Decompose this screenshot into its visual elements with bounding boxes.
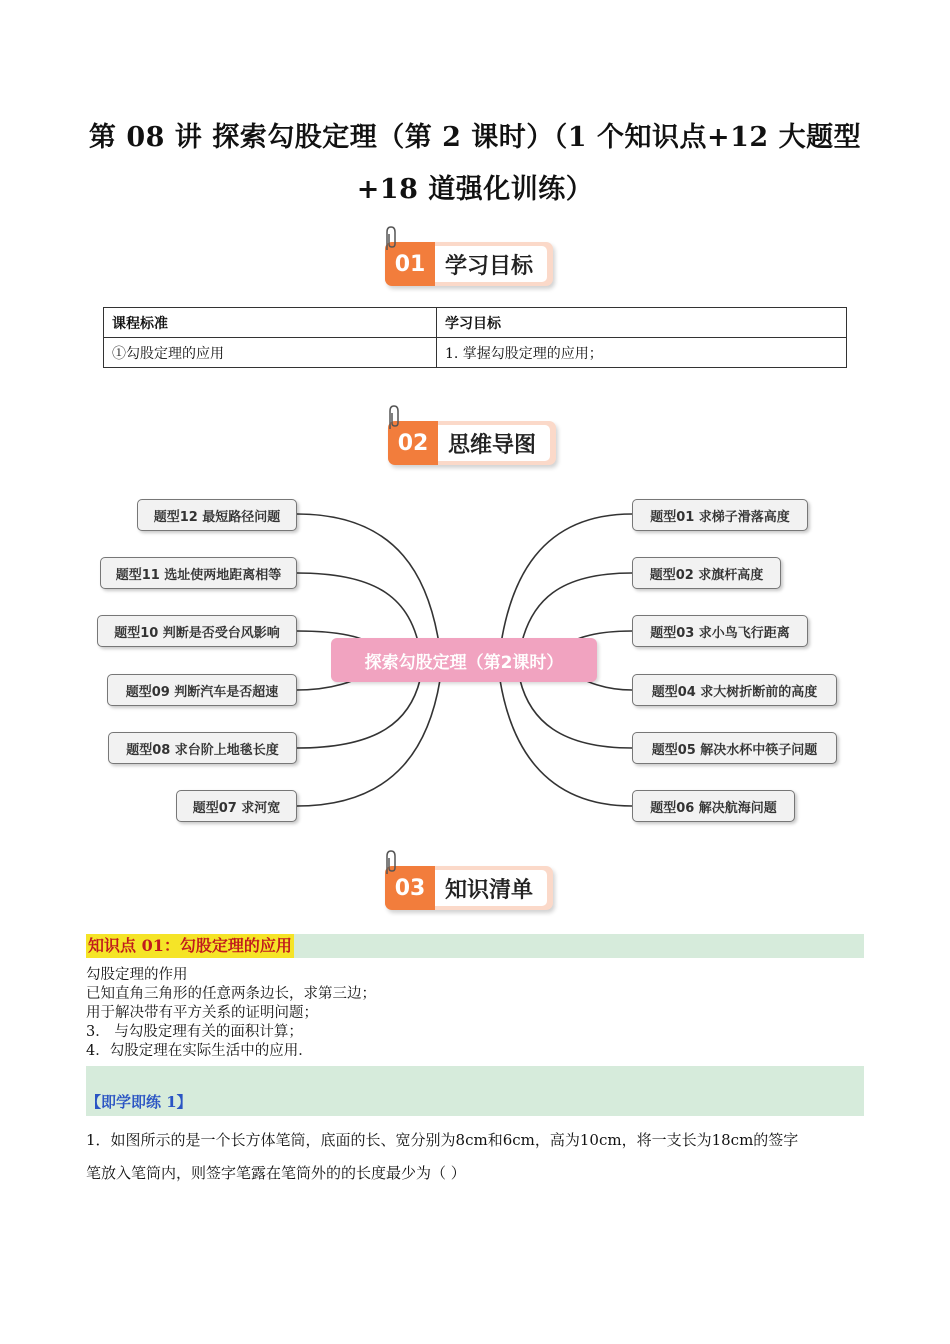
knowledge-line: 用于解决带有平方关系的证明问题； — [86, 1005, 318, 1021]
knowledge-line: 已知直角三角形的任意两条边长，求第三边； — [86, 986, 376, 1002]
section-badge-goals — [385, 242, 553, 286]
mind-map-node-right-04: 题型04 求大树折断前的高度 — [632, 674, 837, 706]
connector-right-5 — [520, 680, 632, 748]
connector-right-1 — [500, 514, 632, 650]
knowledge-point-title: 知识点 01：勾股定理的应用 — [86, 934, 294, 958]
goals-table — [103, 307, 847, 368]
connector-left-1 — [297, 514, 440, 650]
mind-map-node-right-06: 题型06 解决航海问题 — [632, 790, 795, 822]
section-number: 01 — [385, 242, 435, 286]
knowledge-line: 勾股定理的作用 — [86, 967, 188, 983]
paperclip-icon — [381, 226, 399, 252]
title-line-2: +18 道强化训练） — [356, 174, 594, 205]
mind-map-node-right-05: 题型05 解决水杯中筷子问题 — [632, 732, 837, 764]
practice-bar — [86, 1066, 864, 1116]
knowledge-line: 3． 与勾股定理有关的面积计算； — [86, 1024, 303, 1040]
practice-label: 【即学即练 1】 — [86, 1093, 192, 1111]
paperclip-icon — [381, 850, 399, 876]
mind-map-node-left-11: 题型11 选址使两地距离相等 — [100, 557, 297, 589]
knowledge-body — [86, 966, 866, 1061]
page-title — [60, 112, 890, 216]
section-badge-knowledge — [385, 866, 553, 910]
paperclip-icon — [384, 405, 402, 431]
section-number: 02 — [388, 421, 438, 465]
mind-map — [0, 490, 950, 830]
title-line-1: 第 08 讲 探索勾股定理（第 2 课时）（1 个知识点+12 大题型 — [88, 122, 862, 153]
connector-left-6 — [297, 680, 440, 806]
mind-map-node-left-12: 题型12 最短路径问题 — [137, 499, 297, 531]
mind-map-node-right-01: 题型01 求梯子滑落高度 — [632, 499, 808, 531]
table-header: 学习目标 — [437, 308, 847, 338]
mind-map-node-left-08: 题型08 求台阶上地毯长度 — [108, 732, 297, 764]
table-row — [104, 338, 847, 368]
knowledge-line: 4．勾股定理在实际生活中的应用． — [86, 1043, 313, 1059]
section-label: 知识清单 — [435, 870, 547, 906]
section-badge-mindmap — [388, 421, 556, 465]
connector-right-6 — [500, 680, 632, 806]
question-line: 笔放入笔筒内，则签字笔露在笔筒外的的长度最少为（ ） — [86, 1164, 466, 1182]
section-label: 思维导图 — [438, 425, 550, 461]
mind-map-center-node: 探索勾股定理（第2课时） — [331, 638, 597, 682]
table-header: 课程标准 — [104, 308, 437, 338]
knowledge-point-bar — [86, 934, 864, 958]
question-line: 1．如图所示的是一个长方体笔筒，底面的长、宽分别为8cm和6cm，高为10cm，将一支长为18cm的签字 — [86, 1131, 799, 1149]
table-cell: ①勾股定理的应用 — [104, 338, 437, 368]
mind-map-node-left-07: 题型07 求河宽 — [176, 790, 297, 822]
mind-map-node-left-09: 题型09 判断汽车是否超速 — [107, 674, 297, 706]
connector-left-5 — [297, 680, 420, 748]
table-header-row — [104, 308, 847, 338]
practice-question — [86, 1124, 866, 1190]
table-cell: 1. 掌握勾股定理的应用； — [437, 338, 847, 368]
section-label: 学习目标 — [435, 246, 547, 282]
mind-map-node-right-02: 题型02 求旗杆高度 — [632, 557, 781, 589]
mind-map-node-right-03: 题型03 求小鸟飞行距离 — [632, 615, 808, 647]
mind-map-node-left-10: 题型10 判断是否受台风影响 — [97, 615, 297, 647]
section-number: 03 — [385, 866, 435, 910]
